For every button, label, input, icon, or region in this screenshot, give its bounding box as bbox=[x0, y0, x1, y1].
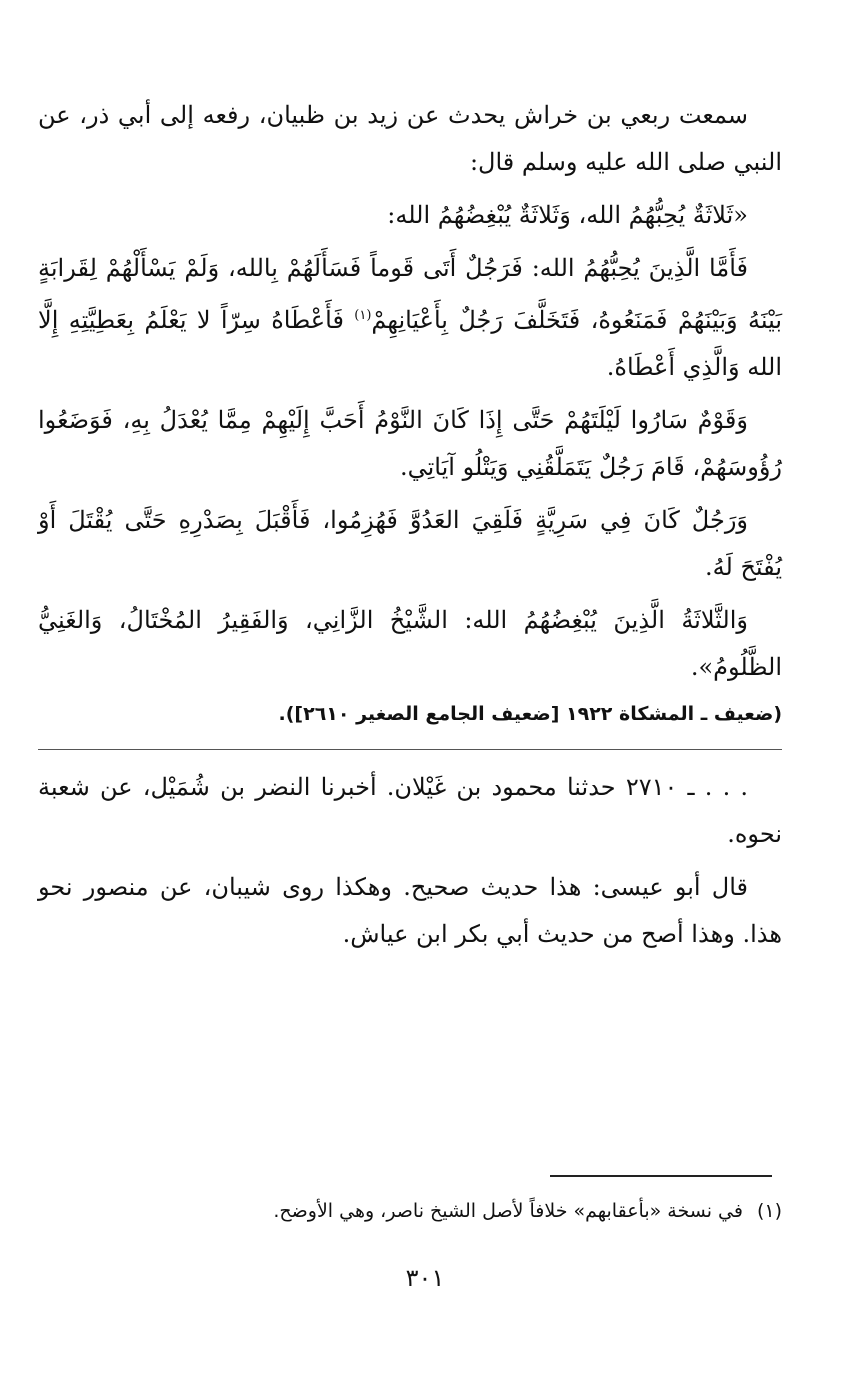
footnote-reference[interactable]: (١) bbox=[354, 308, 372, 323]
paragraph-hadith-2710: . . . ـ ٢٧١٠ حدثنا محمود بن غَيْلان. أخبرنا النضر بن شُمَيْل، عن شعبة نحوه. bbox=[38, 773, 782, 848]
page-body bbox=[38, 92, 782, 964]
paragraph-those-loved-text-a: فَأَمَّا الَّذِينَ يُحِبُّهُمُ الله: فَرَجُلٌ أَتَى قَوماً فَسَأَلَهُمْ بِالله، وَلَمْ يَسْأَلْهُمْ لِقَرابَةٍ بَيْنَهُ وَبَيْنَهُمْ فَمَنَعُوهُ، فَتَخَلَّفَ رَجُلٌ بِأَعْيَانِهِمْ bbox=[38, 254, 782, 334]
hadith-grade: (ضعيف ـ المشكاة ١٩٢٢ [ضعيف الجامع الصغير ٢٦١٠]). bbox=[278, 703, 782, 725]
paragraph-battle-man: وَرَجُلٌ كَانَ فِي سَرِيَّةٍ فَلَقِيَ العَدُوَّ فَهُزِمُوا، فَأَقْبَلَ بِصَدْرِهِ حَتَّى يُقْتَلَ أَوْ يُفْتَحَ لَهُ. bbox=[38, 506, 782, 581]
footnote-number: (١) bbox=[756, 1200, 782, 1222]
footnote bbox=[62, 1196, 782, 1226]
page-number: ٣٠١ bbox=[405, 1264, 445, 1292]
paragraph-those-loved bbox=[38, 245, 782, 391]
paragraph-those-loved-text-b: فَأَعْطَاهُ سِرّاً لا يَعْلَمُ بِعَطِيَّتِهِ إِلَّا الله وَالَّذِي أَعْطَاهُ. bbox=[38, 306, 782, 381]
paragraph-night-travelers: وَقَوْمٌ سَارُوا لَيْلَتَهُمْ حَتَّى إِذَا كَانَ النَّوْمُ أَحَبَّ إِلَيْهِمْ مِمَّا يُعْدَلُ بِهِ، فَوَضَعُوا رُؤُوسَهُمْ، قَامَ رَجُلٌ يَتَمَلَّقُنِي وَيَتْلُو آيَاتِي. bbox=[38, 406, 782, 481]
footnote-text: في نسخة «بأعقابهم» خلافاً لأصل الشيخ ناصر، وهي الأوضح. bbox=[273, 1200, 743, 1222]
footnote-divider bbox=[550, 1175, 772, 1177]
paragraph-abu-isa-comment: قال أبو عيسى: هذا حديث صحيح. وهكذا روى شيبان، عن منصور نحو هذا. وهذا أصح من حديث أبي بكر ابن عياش. bbox=[38, 873, 782, 948]
paragraph-isnad: سمعت ربعي بن خراش يحدث عن زيد بن ظبيان، رفعه إلى أبي ذر، عن النبي صلى الله عليه وسلم قال: bbox=[38, 101, 782, 176]
paragraph-hadith-opening: «ثَلاثَةٌ يُحِبُّهُمُ الله، وَثَلاثَةٌ يُبْغِضُهُمُ الله: bbox=[387, 201, 748, 229]
section-divider bbox=[38, 749, 782, 750]
paragraph-those-hated: وَالثَّلاثَةُ الَّذِينَ يُبْغِضُهُمُ الله: الشَّيْخُ الزَّانِي، وَالفَقِيرُ المُخْتَالُ، وَالغَنِيُّ الظَّلُومُ». bbox=[38, 606, 782, 681]
